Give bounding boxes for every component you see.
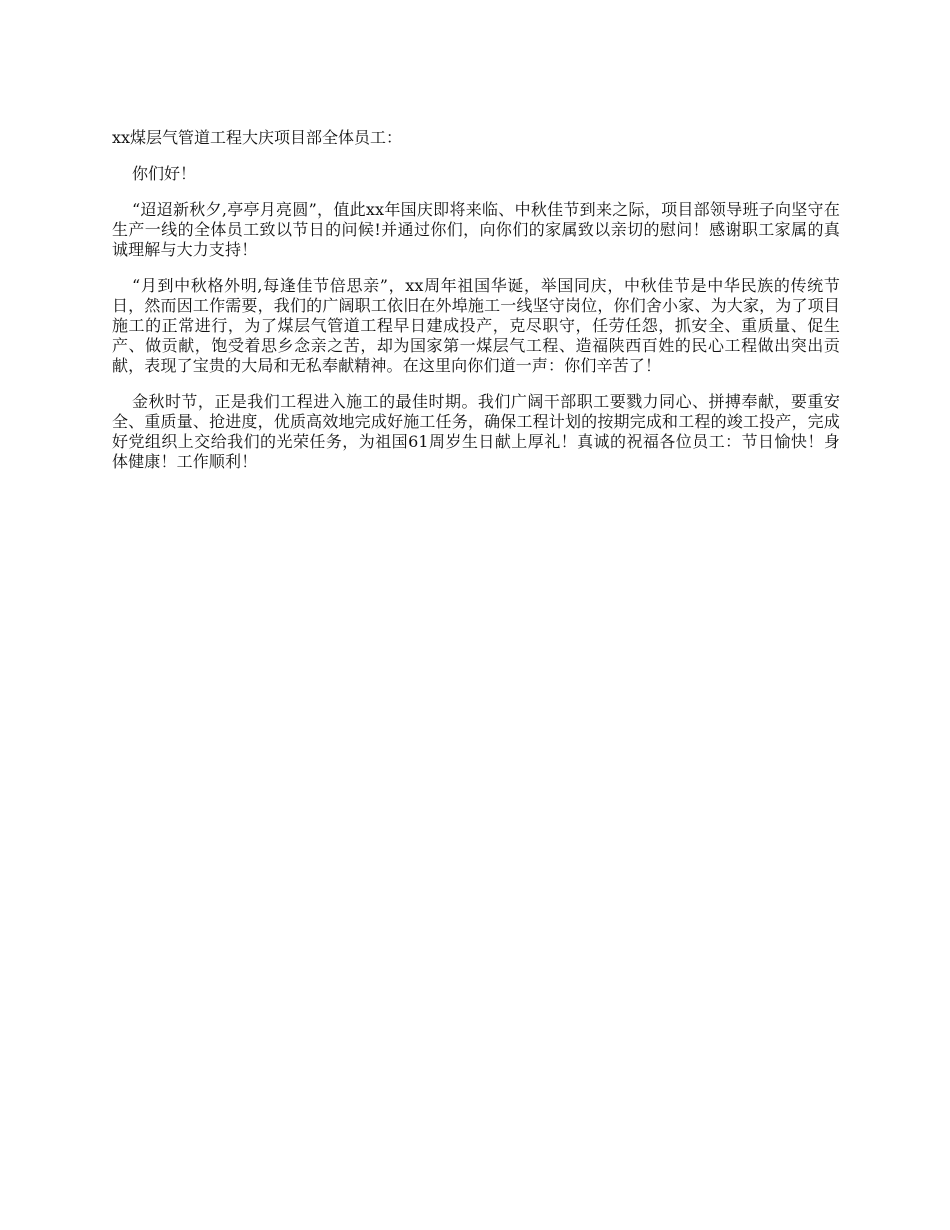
letter-salutation: 你们好！ (132, 164, 197, 183)
letter-paragraph-2: “月到中秋格外明,每逢佳节倍思亲”，xx周年祖国华诞，举国同庆，中秋佳节是中华民族的传统节日，然而因工作需要，我们的广阔职工依旧在外埠施工一线坚守岗位，你们舍小家、为大家，为了项目施工的正常进行，为了煤层气管道工程早日建成投产，克尽职守，任劳任怨，抓安全、重质量、促生产、做贡献，饱受着思乡念亲之苦，却为国家第一煤层气工程、造福陕西百姓的民心工程做出突出贡献，表现了宝贵的大局和无私奉献精神。在这里向你们道一声：你们辛苦了！ (112, 276, 840, 375)
letter-addressee: xx煤层气管道工程大庆项目部全体员工： (112, 128, 403, 147)
letter-paragraph-3: 金秋时节，正是我们工程进入施工的最佳时期。我们广阔干部职工要戮力同心、拼搏奉献，要重安全、重质量、抢进度，优质高效地完成好施工任务，确保工程计划的按期完成和工程的竣工投产，完成好党组织上交给我们的光荣任务，为祖国61周岁生日献上厚礼！真诚的祝福各位员工：节日愉快！身体健康！工作顺利！ (112, 392, 840, 471)
letter-document (112, 128, 840, 488)
letter-paragraph-1: “迢迢新秋夕,亭亭月亮圆”，值此xx年国庆即将来临、中秋佳节到来之际，项目部领导班子向坚守在生产一线的全体员工致以节日的问候!并通过你们，向你们的家属致以亲切的慰问！感谢职工家属的真诚理解与大力支持！ (112, 200, 840, 259)
